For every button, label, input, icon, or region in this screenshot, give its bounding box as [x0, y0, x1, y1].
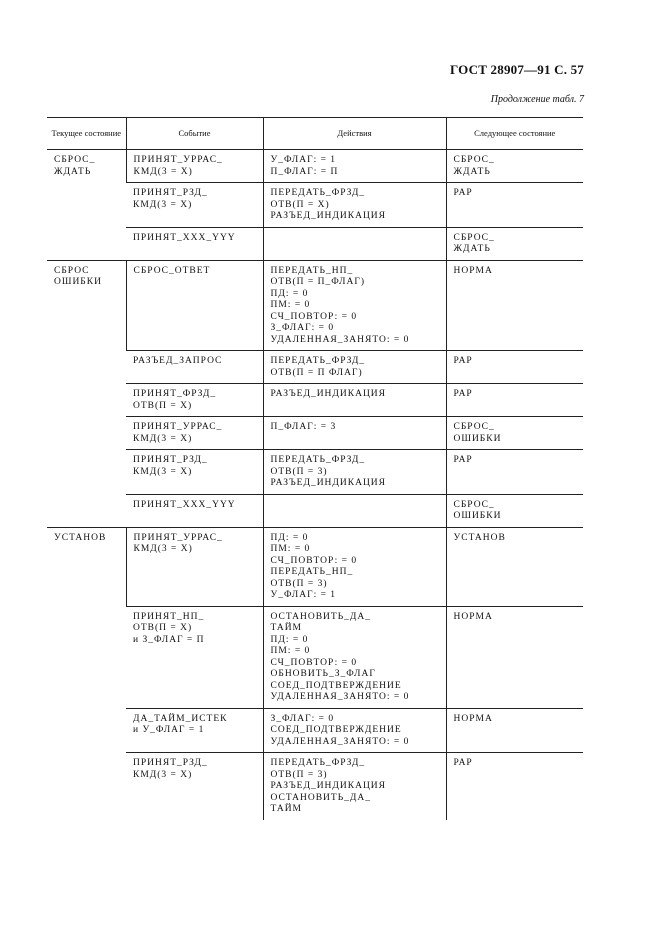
action-text: ПЕРЕДАТЬ_ФРЗД_: [270, 356, 366, 366]
next-state-cell: [446, 417, 583, 450]
event-text: КМД(3 = Х): [133, 166, 193, 177]
action-text: РАЗЪЕД_ИНДИКАЦИЯ: [270, 389, 387, 399]
column-header-current-state: Текущее состояние: [47, 118, 126, 150]
table-row: [47, 150, 583, 183]
event-text: ПРИНЯТ_XXX_YYY: [133, 232, 236, 243]
action-text: ПЕРЕДАТЬ_ФРЗД_: [270, 758, 366, 768]
event-cell: [126, 227, 263, 260]
event-cell: [126, 450, 263, 495]
next-state-cell: [446, 753, 583, 820]
event-cell: [126, 417, 263, 450]
action-text: РАЗЪЕД_ИНДИКАЦИЯ: [270, 478, 387, 488]
action-text: У_ФЛАГ: = 1: [270, 155, 337, 165]
action-text: ТАЙМ: [270, 623, 302, 633]
event-text: ПРИНЯТ_НП_: [133, 611, 205, 622]
event-text: ПРИНЯТ_РЗД_: [133, 455, 208, 465]
current-state-text: ЖДАТЬ: [54, 166, 92, 177]
event-text: КМД(3 = Х): [133, 466, 193, 477]
table-row: [47, 527, 583, 606]
event-text: и З_ФЛАГ = П: [133, 634, 205, 645]
state-transition-table: [47, 117, 583, 820]
action-text: З_ФЛАГ: = 0: [270, 323, 335, 333]
next-state-cell: [446, 450, 583, 495]
event-text: ДА_ТАЙМ_ИСТЕК: [133, 713, 228, 724]
next-state-cell: [446, 527, 583, 606]
action-text: ПМ: = 0: [270, 646, 311, 656]
next-state-text: СБРОС_: [453, 232, 495, 243]
next-state-cell: [446, 384, 583, 417]
action-text: ПД: = 0: [270, 532, 309, 543]
action-text: ТАЙМ: [270, 804, 302, 814]
event-text: ПРИНЯТ_УРРАС_: [133, 532, 223, 543]
event-text: ПРИНЯТ_РЗД_: [133, 758, 208, 768]
next-state-cell: [446, 183, 583, 228]
event-text: ПРИНЯТ_РЗД_: [133, 188, 208, 198]
next-state-text: СБРОС_: [453, 422, 495, 432]
table-row: [47, 351, 583, 384]
actions-cell: [263, 417, 446, 450]
action-text: ПД: = 0: [270, 634, 309, 645]
actions-cell: [263, 450, 446, 495]
action-text: П_ФЛАГ: = П: [270, 166, 339, 177]
next-state-cell: [446, 606, 583, 708]
actions-cell: [263, 227, 446, 260]
current-state-cell: [47, 260, 126, 527]
column-header-actions: Действия: [263, 118, 446, 150]
next-state-text: РАР: [453, 389, 473, 399]
table-row: [47, 260, 583, 351]
table-header-row: [47, 118, 583, 150]
event-cell: [126, 494, 263, 527]
table-row: [47, 708, 583, 753]
table-continued-caption: Продолжение табл. 7: [490, 94, 584, 105]
current-state-text: СБРОС_: [54, 155, 96, 165]
current-state-text: ОШИБКИ: [54, 277, 102, 287]
next-state-text: ЖДАТЬ: [453, 244, 491, 254]
next-state-cell: [446, 708, 583, 753]
event-text: и У_ФЛАГ = 1: [133, 725, 205, 735]
event-cell: [126, 351, 263, 384]
next-state-cell: [446, 260, 583, 351]
action-text: ОСТАНОВИТЬ_ДА_: [270, 611, 372, 622]
next-state-text: РАР: [453, 356, 473, 366]
event-text: ПРИНЯТ_XXX_YYY: [133, 499, 236, 510]
action-text: СЧ_ПОВТОР: = 0: [270, 657, 358, 668]
event-text: КМД(3 = Х): [133, 199, 193, 210]
action-text: ПЕРЕДАТЬ_НП_: [270, 567, 354, 577]
action-text: ПД: = 0: [270, 288, 309, 299]
actions-cell: [263, 527, 446, 606]
next-state-cell: [446, 150, 583, 183]
event-cell: [126, 183, 263, 228]
event-cell: [126, 527, 263, 606]
next-state-text: СБРОС_: [453, 155, 495, 165]
event-cell: [126, 606, 263, 708]
action-text: ПМ: = 0: [270, 300, 311, 310]
table-row: [47, 450, 583, 495]
actions-cell: [263, 494, 446, 527]
next-state-cell: [446, 351, 583, 384]
action-text: СОЕД_ПОДТВЕРЖДЕНИЕ: [270, 680, 402, 691]
table-body: [47, 150, 583, 820]
event-text: ПРИНЯТ_ФРЗД_: [133, 389, 217, 399]
next-state-text: РАР: [453, 455, 473, 465]
action-text: П_ФЛАГ: = 3: [270, 422, 337, 432]
current-state-text: СБРОС: [54, 265, 90, 276]
event-text: СБРОС_ОТВЕТ: [133, 265, 211, 276]
action-text: ОТВ(П = П ФЛАГ): [270, 367, 363, 378]
event-text: ПРИНЯТ_УРРАС_: [133, 155, 223, 165]
next-state-cell: [446, 227, 583, 260]
action-text: УДАЛЕННАЯ_ЗАНЯТО: = 0: [270, 334, 410, 345]
action-text: РАЗЪЕД_ИНДИКАЦИЯ: [270, 781, 387, 791]
action-text: ОТВ(П = П_ФЛАГ): [270, 277, 365, 287]
actions-cell: [263, 753, 446, 820]
event-text: КМД(3 = Х): [133, 769, 193, 780]
action-text: РАЗЪЕД_ИНДИКАЦИЯ: [270, 211, 387, 221]
next-state-text: ОШИБКИ: [453, 511, 502, 521]
next-state-text: РАР: [453, 758, 473, 768]
event-cell: [126, 384, 263, 417]
action-text: УДАЛЕННАЯ_ЗАНЯТО: = 0: [270, 692, 410, 702]
next-state-text: ЖДАТЬ: [453, 166, 491, 177]
event-text: КМД(3 = Х): [133, 433, 193, 444]
action-text: ОТВ(П = 3): [270, 466, 328, 477]
table-row: [47, 753, 583, 820]
next-state-text: НОРМА: [453, 713, 493, 724]
action-text: ПЕРЕДАТЬ_ФРЗД_: [270, 455, 366, 465]
event-text: ПРИНЯТ_УРРАС_: [133, 422, 223, 432]
actions-cell: [263, 183, 446, 228]
current-state-cell: [47, 527, 126, 820]
actions-cell: [263, 384, 446, 417]
action-text: УДАЛЕННАЯ_ЗАНЯТО: = 0: [270, 736, 410, 747]
actions-cell: [263, 606, 446, 708]
action-text: ПЕРЕДАТЬ_ФРЗД_: [270, 188, 366, 198]
table-row: [47, 183, 583, 228]
action-text: ПМ: = 0: [270, 544, 311, 554]
current-state-cell: [47, 150, 126, 261]
action-text: ОТВ(П = 3): [270, 769, 328, 780]
next-state-text: РАР: [453, 188, 473, 198]
action-text: СОЕД_ПОДТВЕРЖДЕНИЕ: [270, 725, 402, 735]
next-state-cell: [446, 494, 583, 527]
event-cell: [126, 753, 263, 820]
table-row: [47, 606, 583, 708]
page-header: ГОСТ 28907—91 С. 57: [450, 62, 584, 77]
table-row: [47, 384, 583, 417]
next-state-text: НОРМА: [453, 265, 493, 276]
next-state-text: ОШИБКИ: [453, 433, 502, 444]
action-text: ОБНОВИТЬ_З_ФЛАГ: [270, 669, 376, 679]
action-text: ПЕРЕДАТЬ_НП_: [270, 265, 354, 276]
next-state-text: НОРМА: [453, 611, 493, 622]
table-row: [47, 227, 583, 260]
column-header-next-state: Следующее состояние: [446, 118, 583, 150]
next-state-text: СБРОС_: [453, 499, 495, 510]
event-text: РАЗЪЕД_ЗАПРОС: [133, 356, 223, 366]
next-state-text: УСТАНОВ: [453, 532, 506, 543]
event-text: КМД(3 = Х): [133, 544, 193, 554]
actions-cell: [263, 260, 446, 351]
action-text: СЧ_ПОВТОР: = 0: [270, 311, 358, 322]
table-row: [47, 417, 583, 450]
column-header-event: Событие: [126, 118, 263, 150]
event-text: ОТВ(П = Х): [133, 623, 193, 633]
actions-cell: [263, 150, 446, 183]
event-cell: [126, 708, 263, 753]
actions-cell: [263, 351, 446, 384]
event-cell: [126, 260, 263, 351]
action-text: ОТВ(П = 3): [270, 578, 328, 589]
action-text: СЧ_ПОВТОР: = 0: [270, 555, 358, 566]
event-text: ОТВ(П = Х): [133, 400, 193, 411]
action-text: З_ФЛАГ: = 0: [270, 713, 335, 724]
current-state-text: УСТАНОВ: [54, 532, 107, 543]
table-row: [47, 494, 583, 527]
action-text: ОСТАНОВИТЬ_ДА_: [270, 792, 372, 803]
action-text: У_ФЛАГ: = 1: [270, 590, 337, 600]
actions-cell: [263, 708, 446, 753]
event-cell: [126, 150, 263, 183]
action-text: ОТВ(П = Х): [270, 199, 330, 210]
